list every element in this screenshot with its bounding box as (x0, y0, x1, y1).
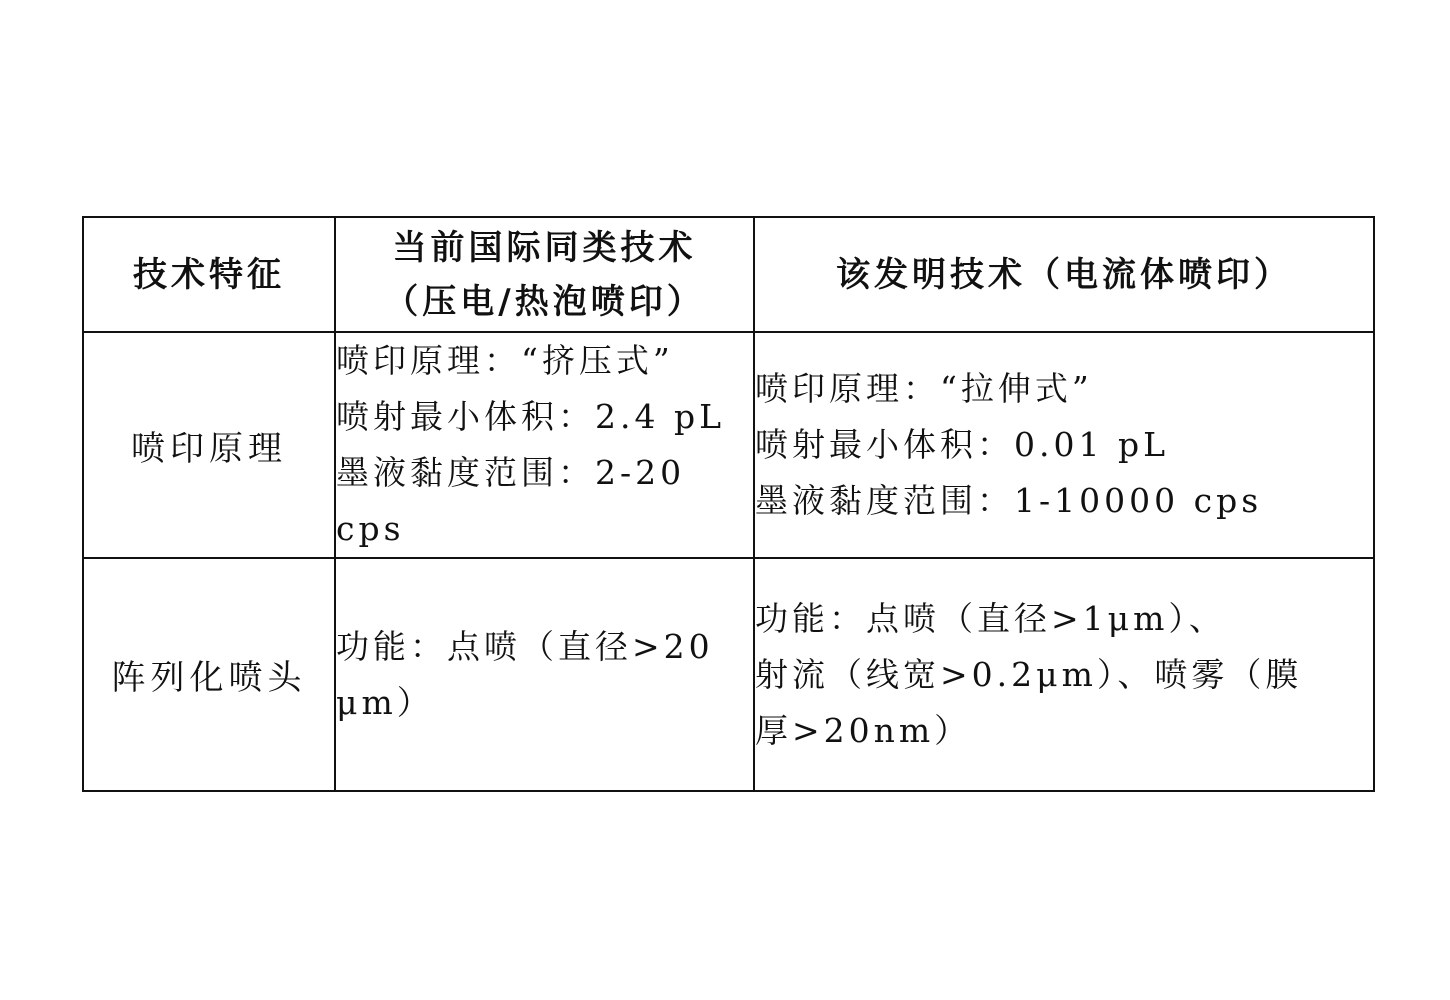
cell-line: 喷射最小体积：2.4 pL (336, 397, 726, 436)
cell-line: 功能：点喷（直径>1μm）、 (755, 598, 1226, 638)
cell-line: 功能：点喷（直径>20 (336, 626, 714, 666)
table-row (83, 558, 1374, 791)
row-invention-cell (754, 332, 1374, 558)
header-invention-tech: 该发明技术（电流体喷印） (754, 217, 1374, 332)
row-feature-label: 阵列化喷头 (83, 558, 335, 791)
row-current-cell (335, 558, 754, 791)
header-current-line1: 当前国际同类技术 (392, 227, 697, 268)
cell-line: 喷印原理：“挤压式” (336, 341, 674, 380)
cell-line: 射流（线宽>0.2μm）、喷雾（膜 (755, 654, 1303, 694)
row-invention-cell (754, 558, 1374, 791)
cell-line: μm） (336, 682, 434, 722)
header-current-tech (335, 217, 754, 332)
header-feature: 技术特征 (83, 217, 335, 332)
cell-line: 喷印原理：“拉伸式” (755, 369, 1093, 408)
row-feature-label: 喷印原理 (83, 332, 335, 558)
cell-line: 墨液黏度范围：2-20 (336, 453, 686, 492)
cell-line: 喷射最小体积：0.01 pL (755, 425, 1170, 464)
table-row (83, 332, 1374, 558)
cell-line: 墨液黏度范围：1-10000 cps (755, 481, 1263, 520)
header-current-line2: （压电/热泡喷印） (384, 281, 705, 322)
cell-line: 厚>20nm） (755, 710, 972, 750)
table-header-row (83, 217, 1374, 332)
comparison-table (82, 216, 1375, 792)
cell-line: cps (336, 509, 405, 548)
row-current-cell (335, 332, 754, 558)
